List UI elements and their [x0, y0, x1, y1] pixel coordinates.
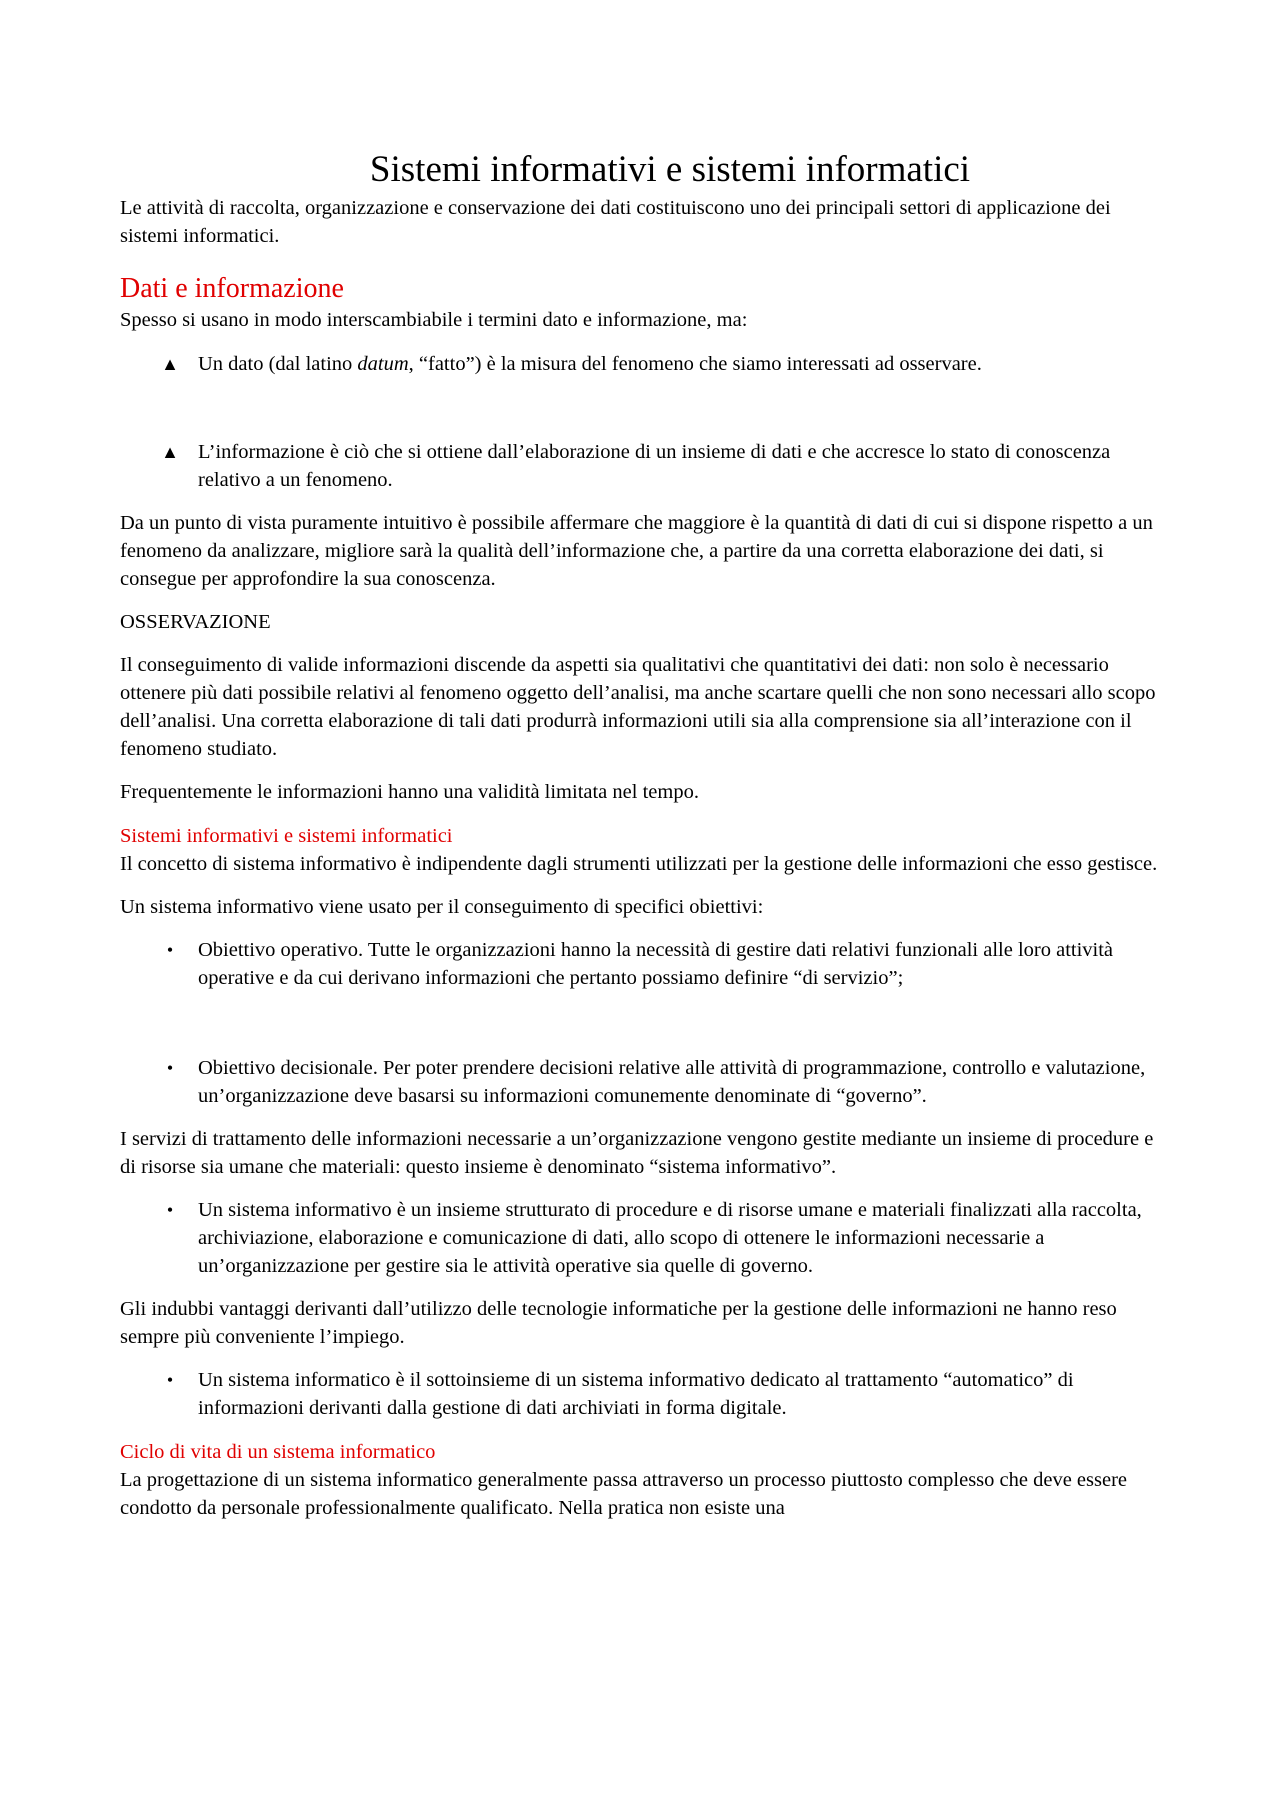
- list-item: [120, 1196, 1168, 1280]
- bullet-text: L’informazione è ciò che si ottiene dall’elaborazione di un insieme di dati e che accresce lo stato di conoscenza relativo a un fenomeno.: [198, 441, 1111, 491]
- dot-bullet-icon: •: [166, 1058, 174, 1078]
- section1-paragraph: Il conseguimento di valide informazioni discende da aspetti sia qualitativi che quantitativi dei dati: non solo è necessario ottenere più dati possibile relativi al fenomeno oggetto dell’analisi, ma anche scartare quelli che non sono necessari allo scopo dell’analisi. Una corretta elaborazione di tali dati produrrà informazioni utili sia alla comprensione sia all’interazione con il fenomeno studiato.: [120, 654, 1156, 760]
- dot-bullet-icon: •: [166, 1200, 174, 1220]
- page-title: Sistemi informativi e sistemi informatici: [369, 149, 971, 190]
- dot-bullet-icon: •: [166, 940, 174, 960]
- section2-paragraph: Un sistema informativo viene usato per il conseguimento di specifici obiettivi:: [120, 896, 764, 918]
- list-item: [120, 350, 1168, 378]
- section1-paragraph: Da un punto di vista puramente intuitivo è possibile affermare che maggiore è la quantità di dati di cui si dispone rispetto a un fenomeno da analizzare, migliore sarà la qualità dell’informazione che, a partire da una corretta elaborazione dei dati, si consegue per approfondire la sua conoscenza.: [120, 512, 1153, 590]
- triangle-bullet-icon: ▲: [161, 354, 179, 374]
- bullet-text: Obiettivo decisionale. Per poter prendere decisioni relative alle attività di programmazione, controllo e valutazione, un’organizzazione deve basarsi su informazioni comunemente denominate di “governo”.: [198, 1057, 1146, 1107]
- intro-paragraph: Le attività di raccolta, organizzazione e conservazione dei dati costituiscono uno dei principali settori di applicazione dei sistemi informatici.: [120, 197, 1111, 247]
- list-item: [120, 438, 1168, 494]
- section2-paragraph: I servizi di trattamento delle informazioni necessarie a un’organizzazione vengono gestite mediante un insieme di procedure e di risorse sia umane che materiali: questo insieme è denominato “sistema informativo”.: [120, 1128, 1154, 1178]
- triangle-bullet-icon: ▲: [161, 442, 179, 462]
- dot-bullet-list: [120, 1196, 1168, 1280]
- bullet-text-before: Un dato (dal latino: [198, 353, 358, 375]
- section1-lead: Spesso si usano in modo interscambiabile i termini dato e informazione, ma:: [120, 309, 748, 331]
- bullet-text: Obiettivo operativo. Tutte le organizzazioni hanno la necessità di gestire dati relativi funzionali alle loro attività operative e da cui derivano informazioni che pertanto possiamo definire “di servizio”;: [198, 939, 1114, 989]
- section3-paragraph: La progettazione di un sistema informatico generalmente passa attraverso un processo piuttosto complesso che deve essere condotto da personale professionalmente qualificato. Nella pratica non esiste una: [120, 1469, 1128, 1519]
- section-heading-ciclo-di-vita: Ciclo di vita di un sistema informatico: [120, 1441, 436, 1463]
- list-item: [120, 1054, 1168, 1110]
- observation-label: OSSERVAZIONE: [120, 611, 271, 633]
- dot-bullet-list: [120, 936, 1168, 1110]
- dot-bullet-list: [120, 1366, 1168, 1422]
- section1-paragraph: Frequentemente le informazioni hanno una validità limitata nel tempo.: [120, 781, 699, 803]
- section-heading-dati-e-informazione: Dati e informazione: [120, 273, 344, 304]
- bullet-text: Un sistema informatico è il sottoinsieme di un sistema informativo dedicato al trattamento “automatico” di informazioni derivanti dalla gestione di dati archiviati in forma digitale.: [198, 1369, 1074, 1419]
- bullet-text: Un sistema informativo è un insieme strutturato di procedure e di risorse umane e materiali finalizzati alla raccolta, archiviazione, elaborazione e comunicazione di dati, allo scopo di ottenere le informazioni necessarie a un’organizzazione per gestire sia le attività operative sia quelle di governo.: [198, 1199, 1142, 1277]
- bullet-text-emphasis: datum: [357, 353, 409, 375]
- triangle-bullet-list: [120, 350, 1168, 494]
- list-item: [120, 936, 1168, 992]
- section2-paragraph: Gli indubbi vantaggi derivanti dall’utilizzo delle tecnologie informatiche per la gestione delle informazioni ne hanno reso sempre più conveniente l’impiego.: [120, 1298, 1117, 1348]
- section-heading-sistemi-informativi: Sistemi informativi e sistemi informatici: [120, 825, 453, 847]
- document-body: [120, 148, 1168, 1537]
- list-item: [120, 1366, 1168, 1422]
- section2-paragraph: Il concetto di sistema informativo è indipendente dagli strumenti utilizzati per la gestione delle informazioni che esso gestisce.: [120, 853, 1158, 875]
- bullet-text-after: , “fatto”) è la misura del fenomeno che siamo interessati ad osservare.: [408, 353, 982, 375]
- dot-bullet-icon: •: [166, 1370, 174, 1390]
